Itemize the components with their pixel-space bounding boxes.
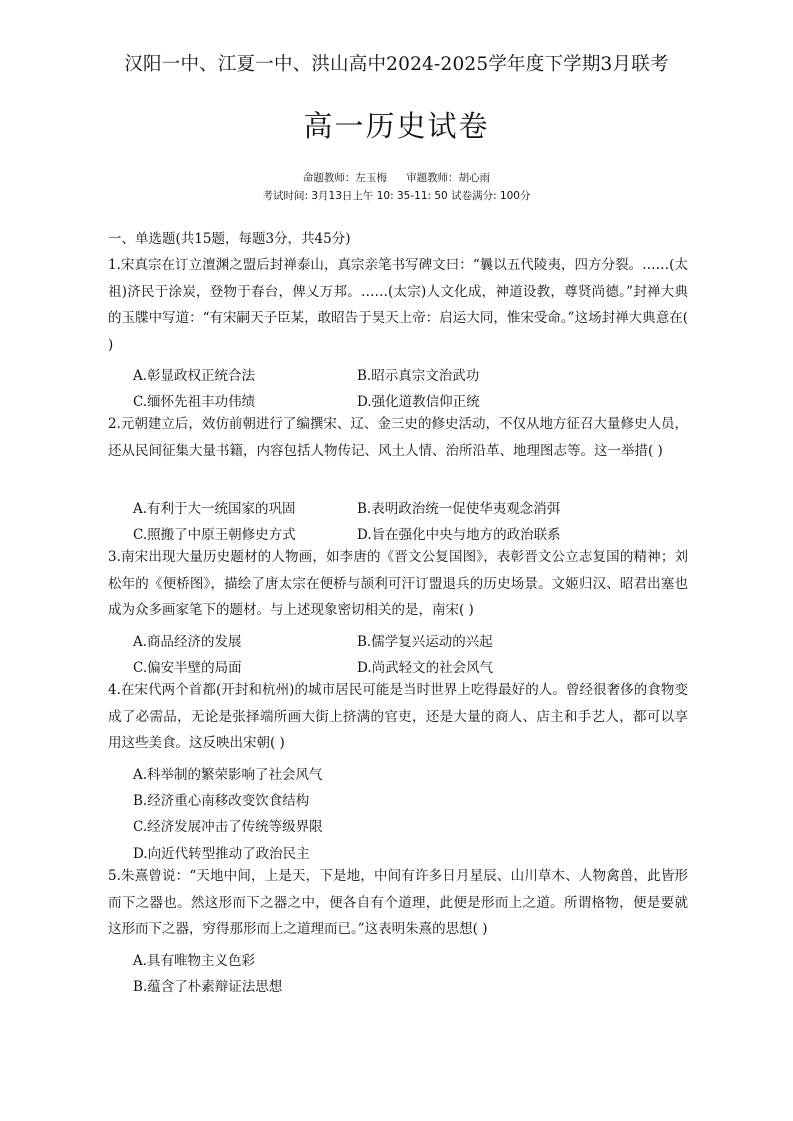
option-d: D.向近代转型推动了政治民主	[133, 846, 310, 862]
option-a: A.商品经济的发展	[133, 634, 242, 650]
question-stem-5: 5.朱熹曾说：“天地中间，上是天，下是地，中间有许多日月星辰、山川草木、人物禽兽，此皆形而下之器也。然这形而下之器之中，便各自有个道理，此便是形而上之道。所谓格物，便是要就这形而下之器，穷得那形而上之道理而已。”这表明朱熹的思想( )	[108, 868, 688, 938]
school-joint-exam-line: 汉阳一中、江夏一中、洪山高中2024-2025学年度下学期3月联考	[124, 54, 669, 75]
option-d: D.旨在强化中央与地方的政治联系	[357, 527, 561, 543]
question-stem-4: 4.在宋代两个首都(开封和杭州)的城市居民可能是当时世界上吃得最好的人。曾经很奢侈的食物变成了必需品，无论是张择端所画大街上挤满的官吏，还是大量的商人、店主和手艺人，都可以享用这些美食。这反映出宋朝( )	[108, 682, 688, 752]
option-b: B.儒学复兴运动的兴起	[357, 634, 493, 650]
option-a: A.彰显政权正统合法	[133, 368, 256, 384]
exam-info: 考试时间: 3月13日上午 10: 35-11: 50 试卷满分: 100分	[262, 190, 531, 202]
option-b: B.蕴含了朴素辩证法思想	[133, 979, 283, 995]
option-c: C.照搬了中原王朝修史方式	[133, 527, 296, 543]
question-stem-2: 2.元朝建立后，效仿前朝进行了编撰宋、辽、金三史的修史活动，不仅从地方征召大量修史人员，还从民间征集大量书籍，内容包括人物传记、风土人情、治所沿革、地理图志等。这一举措( )	[108, 416, 688, 459]
option-b: B.表明政治统一促使华夷观念消弭	[357, 501, 561, 517]
option-b: B.经济重心南移改变饮食结构	[133, 793, 310, 809]
option-b: B.昭示真宗文治武功	[357, 368, 480, 384]
option-row	[133, 364, 693, 390]
option-a: A.科举制的繁荣影响了社会风气	[133, 767, 323, 783]
option-a: A.有利于大一统国家的巩固	[133, 501, 296, 517]
option-c: C.经济发展冲击了传统等级界限	[133, 819, 323, 835]
question-stem-1: 1.宋真宗在订立澶渊之盟后封禅泰山，真宗亲笔书写碑文曰：“曩以五代陵夷，四方分裂。……(太祖)济民于涂炭，登物于春台，俾乂万邦。……(太宗)人文化成，神道设教，尊贤尚德。”封禅大典的玉牒中写道：“有宋嗣天子臣某，敢昭告于昊天上帝：启运大同，惟宋受命。”这场封禅大典意在( )	[108, 257, 688, 353]
question-stem-3: 3.南宋出现大量历史题材的人物画，如李唐的《晋文公复国图》，表彰晋文公立志复国的精神；刘松年的《便桥图》，描绘了唐太宗在便桥与颉利可汗订盟退兵的历史场景。文姬归汉、昭君出塞也成为众多画家笔下的题材。与上述现象密切相关的是，南宋( )	[108, 549, 688, 619]
option-row	[133, 630, 693, 656]
option-c: C.偏安半壁的局面	[133, 660, 242, 676]
option-a: A.具有唯物主义色彩	[133, 953, 256, 969]
option-d: D.尚武轻文的社会风气	[357, 660, 494, 676]
section-heading: 一、单选题(共15题，每题3分，共45分)	[108, 231, 351, 247]
reviewer-label: 审题教师：胡心雨	[406, 172, 491, 184]
page-title: 高一历史试卷	[303, 109, 490, 143]
teacher-info	[0, 170, 793, 185]
option-row	[133, 497, 693, 523]
setter-label: 命题教师：左玉梅	[302, 172, 387, 184]
option-c: C.缅怀先祖丰功伟绩	[133, 394, 256, 410]
option-d: D.强化道教信仰正统	[357, 394, 480, 410]
